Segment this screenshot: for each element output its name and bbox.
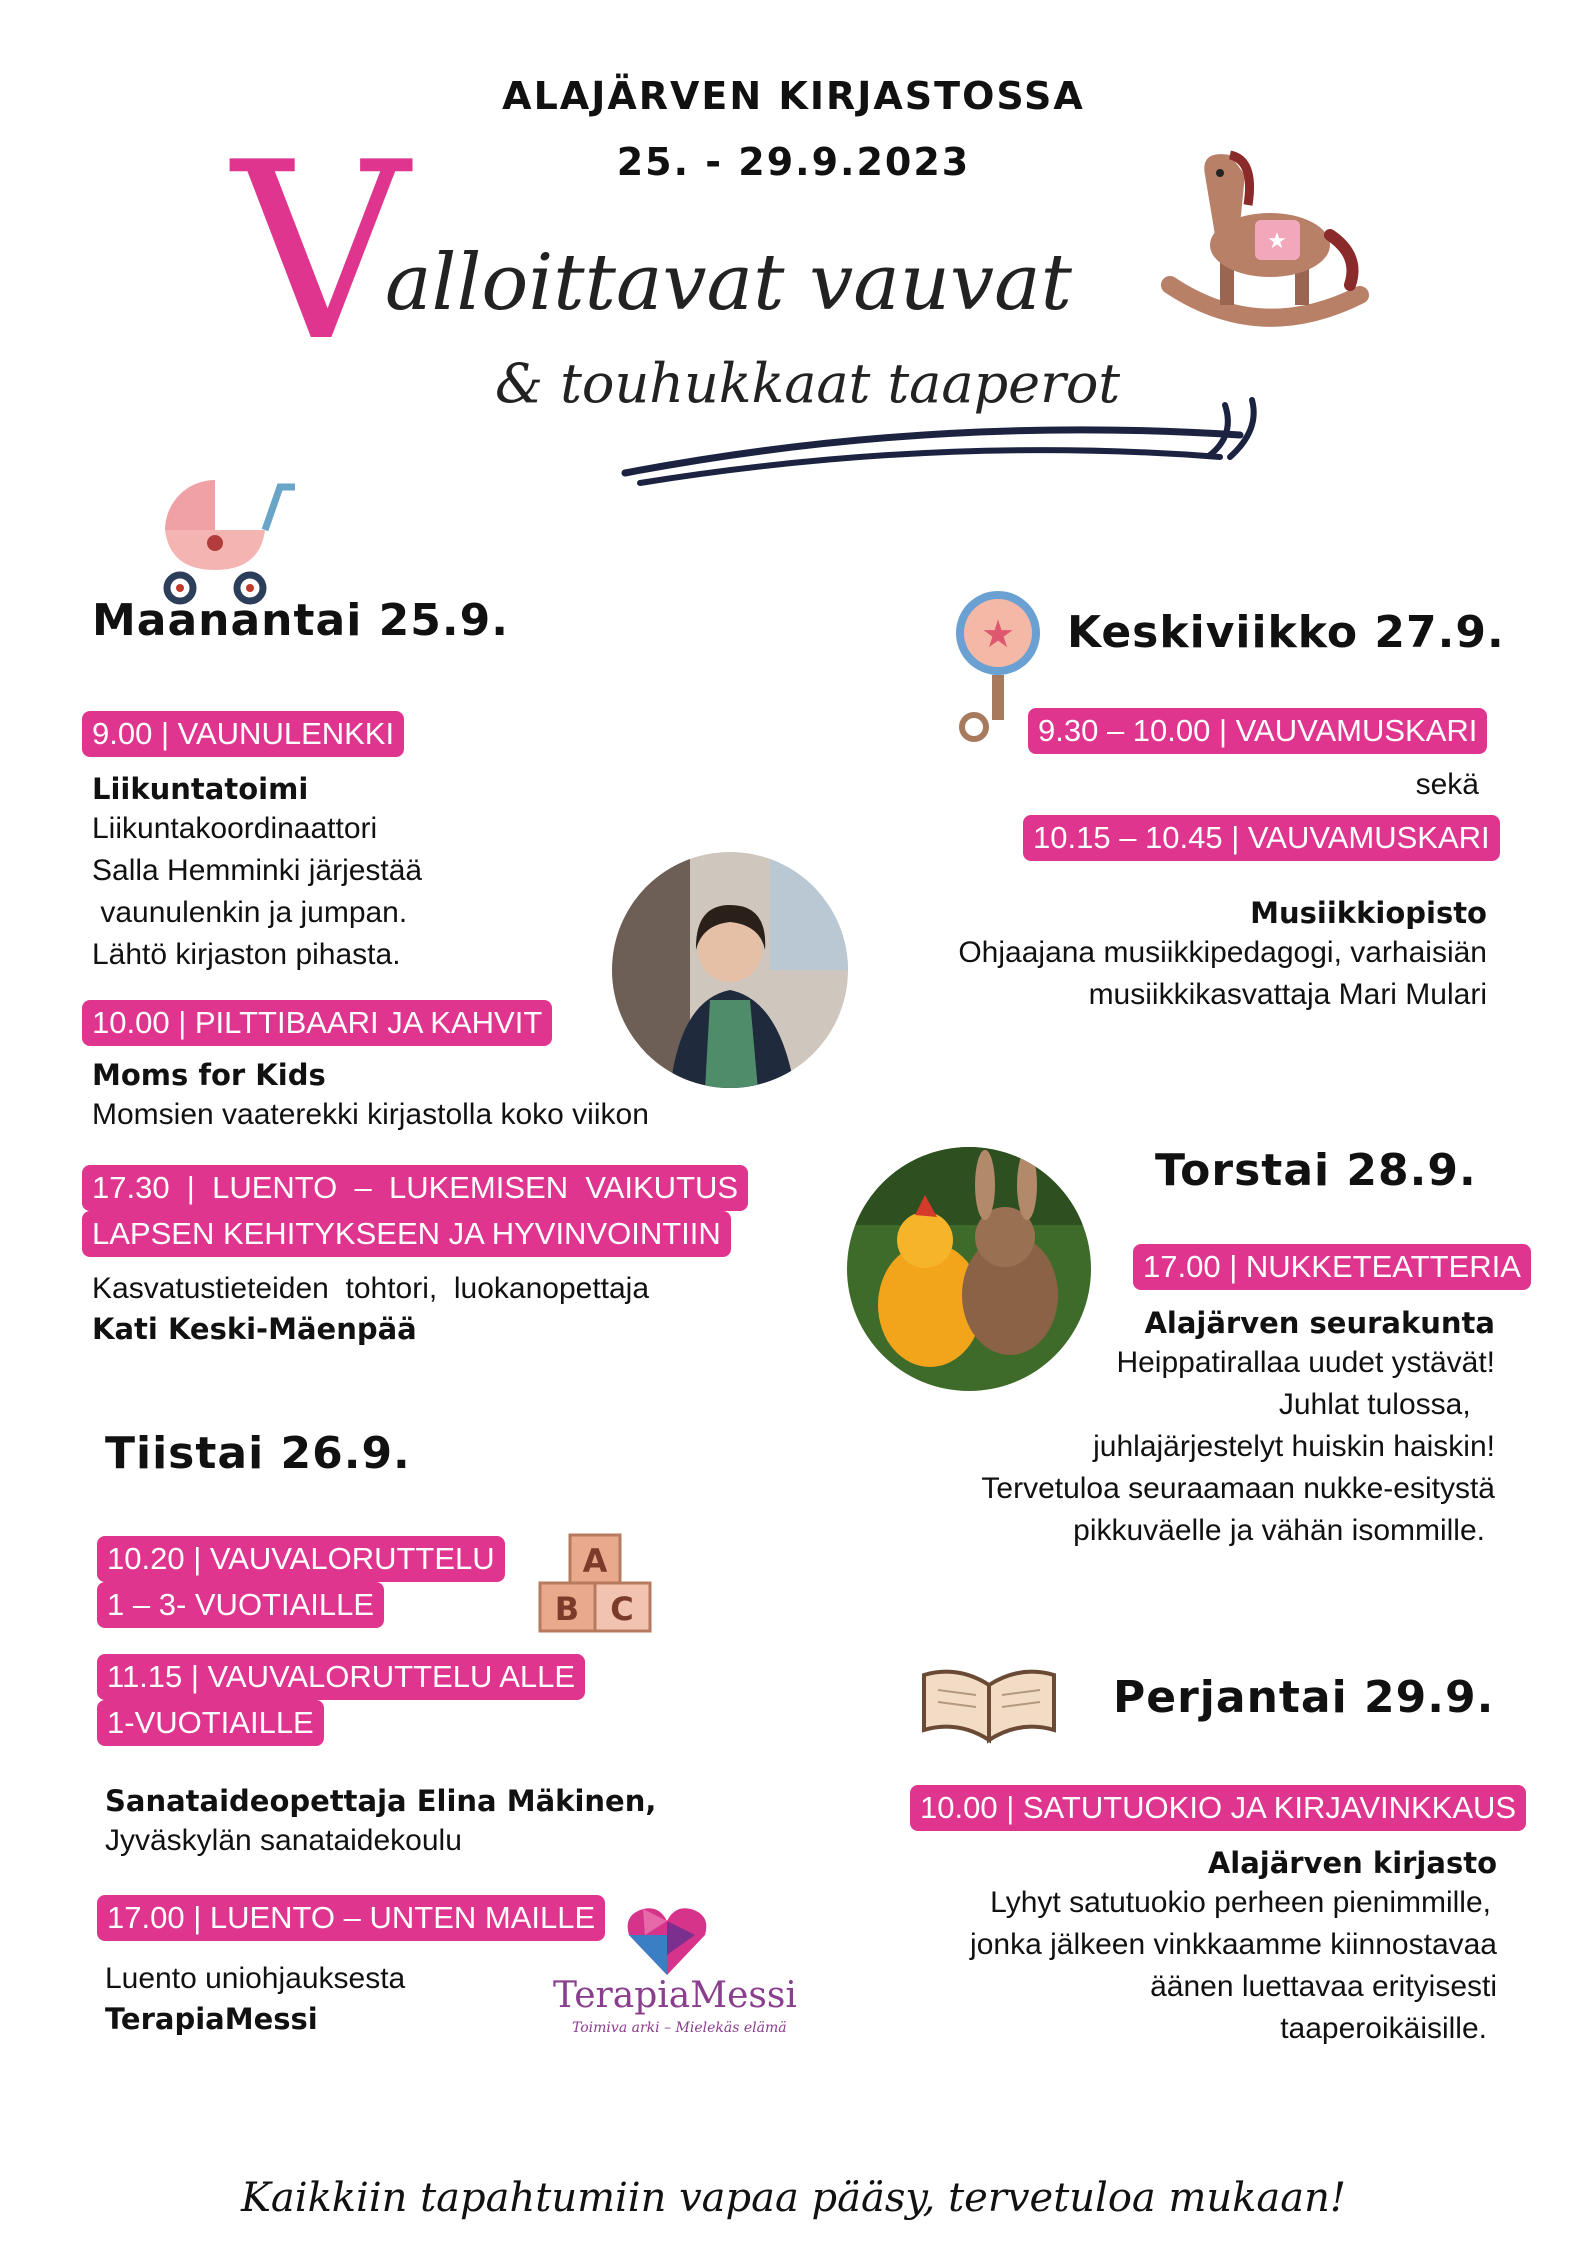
event-tag-loruttelu-2 xyxy=(97,1654,585,1746)
event-tag-line: 10.20 | VAUVALORUTTELU xyxy=(97,1536,505,1582)
day-heading-monday: Maanantai 25.9. xyxy=(92,595,509,646)
event-text: Luento uniohjauksesta xyxy=(105,1962,406,1995)
svg-text:★: ★ xyxy=(980,612,1016,656)
stroller-icon xyxy=(155,475,295,605)
event-tag-luento xyxy=(82,1165,748,1257)
swoosh-decoration xyxy=(610,395,1270,495)
title-initial: V xyxy=(232,110,409,395)
title-text: alloittavat vauvat xyxy=(385,238,1072,328)
event-tag-line: 17.30 | LUENTO – LUKEMISEN VAIKUTUS xyxy=(82,1165,748,1211)
event-tag-loruttelu-1 xyxy=(97,1536,505,1628)
event-tag-line: 1-VUOTIAILLE xyxy=(97,1700,324,1746)
event-text: Kasvatustieteiden tohtori, luokanopettaja xyxy=(92,1272,650,1305)
svg-text:C: C xyxy=(610,1590,634,1628)
location-heading: ALAJÄRVEN KIRJASTOSSA xyxy=(502,74,1085,118)
organizer-terapiamessi: TerapiaMessi xyxy=(105,2002,318,2036)
event-tag-vauvamuskari-2: 10.15 – 10.45 | VAUVAMUSKARI xyxy=(1023,815,1500,861)
portrait-photo xyxy=(610,850,850,1090)
event-text: Heippatirallaa uudet ystävät! xyxy=(1116,1346,1495,1379)
rocking-horse-icon xyxy=(1160,145,1370,345)
event-text: musiikkikasvattaja Mari Mulari xyxy=(1088,978,1487,1011)
event-tag-nukketeatteria: 17.00 | NUKKETEATTERIA xyxy=(1133,1244,1531,1290)
day-heading-tuesday: Tiistai 26.9. xyxy=(105,1428,411,1479)
event-text: Lyhyt satutuokio perheen pienimmille, xyxy=(990,1886,1491,1919)
event-tag-vaunulenkki: 9.00 | VAUNULENKKI xyxy=(82,711,404,757)
event-text: juhlajärjestelyt huiskin haiskin! xyxy=(1093,1430,1495,1463)
event-text: Liikuntakoordinaattori xyxy=(92,812,378,845)
event-text: Jyväskylän sanataidekoulu xyxy=(105,1824,462,1857)
puppet-photo xyxy=(845,1145,1093,1393)
event-text: Salla Hemminki järjestää xyxy=(92,854,423,887)
event-tag-unten-maille: 17.00 | LUENTO – UNTEN MAILLE xyxy=(97,1895,605,1941)
svg-text:A: A xyxy=(582,1542,608,1580)
event-text: taaperoikäisille. xyxy=(1280,2012,1487,2045)
abc-blocks-icon xyxy=(535,1530,665,1635)
event-tag-line: LAPSEN KEHITYKSEEN JA HYVINVOINTIIN xyxy=(82,1211,731,1257)
organizer-musiikkiopisto: Musiikkiopisto xyxy=(1250,896,1487,930)
subtitle-text: & touhukkaat taaperot xyxy=(495,352,1121,415)
event-tag-line: 1 – 3- VUOTIAILLE xyxy=(97,1582,384,1628)
event-text: Momsien vaaterekki kirjastolla koko viikon xyxy=(92,1098,649,1131)
day-heading-friday: Perjantai 29.9. xyxy=(1113,1672,1495,1723)
organizer-elina: Sanataideopettaja Elina Mäkinen, xyxy=(105,1784,657,1818)
organizer-kati: Kati Keski-Mäenpää xyxy=(92,1312,417,1346)
event-text: äänen luettavaa erityisesti xyxy=(1150,1970,1497,2003)
event-text: Lähtö kirjaston pihasta. xyxy=(92,938,401,971)
organizer-seurakunta: Alajärven seurakunta xyxy=(1144,1306,1495,1340)
event-tag-satutuokio: 10.00 | SATUTUOKIO JA KIRJAVINKKAUS xyxy=(910,1785,1526,1831)
day-heading-thursday: Torstai 28.9. xyxy=(1155,1145,1477,1196)
footer-text: Kaikkiin tapahtumiin vapaa pääsy, tervetuloa mukaan! xyxy=(241,2175,1346,2221)
event-text: vaunulenkin ja jumpan. xyxy=(92,896,408,929)
svg-text:B: B xyxy=(554,1590,580,1628)
event-text: jonka jälkeen vinkkaamme kiinnostavaa xyxy=(970,1928,1497,1961)
event-tag-pilttibaari: 10.00 | PILTTIBAARI JA KAHVIT xyxy=(82,1000,552,1046)
event-text: Tervetuloa seuraamaan nukke-esitystä xyxy=(981,1472,1495,1505)
connector-text: sekä xyxy=(1415,768,1479,801)
event-text: Juhlat tulossa, xyxy=(1278,1388,1479,1421)
date-heading: 25. - 29.9.2023 xyxy=(616,140,971,184)
event-tag-line: 11.15 | VAUVALORUTTELU ALLE xyxy=(97,1654,585,1700)
day-heading-wednesday: Keskiviikko 27.9. xyxy=(1067,607,1505,658)
organizer-moms-for-kids: Moms for Kids xyxy=(92,1058,326,1092)
logo-name: TerapiaMessi xyxy=(553,1975,797,2016)
organizer-liikuntatoimi: Liikuntatoimi xyxy=(92,772,309,806)
heart-mosaic-icon xyxy=(625,1905,709,1977)
organizer-kirjasto: Alajärven kirjasto xyxy=(1207,1846,1497,1880)
open-book-icon xyxy=(918,1665,1060,1745)
event-text: Ohjaajana musiikkipedagogi, varhaisiän xyxy=(958,936,1487,969)
svg-text:★: ★ xyxy=(1267,229,1287,254)
event-tag-vauvamuskari-1: 9.30 – 10.00 | VAUVAMUSKARI xyxy=(1028,708,1487,754)
logo-slogan: Toimiva arki – Mielekäs elämä xyxy=(572,2020,787,2036)
event-text: pikkuväelle ja vähän isommille. xyxy=(1073,1514,1485,1547)
